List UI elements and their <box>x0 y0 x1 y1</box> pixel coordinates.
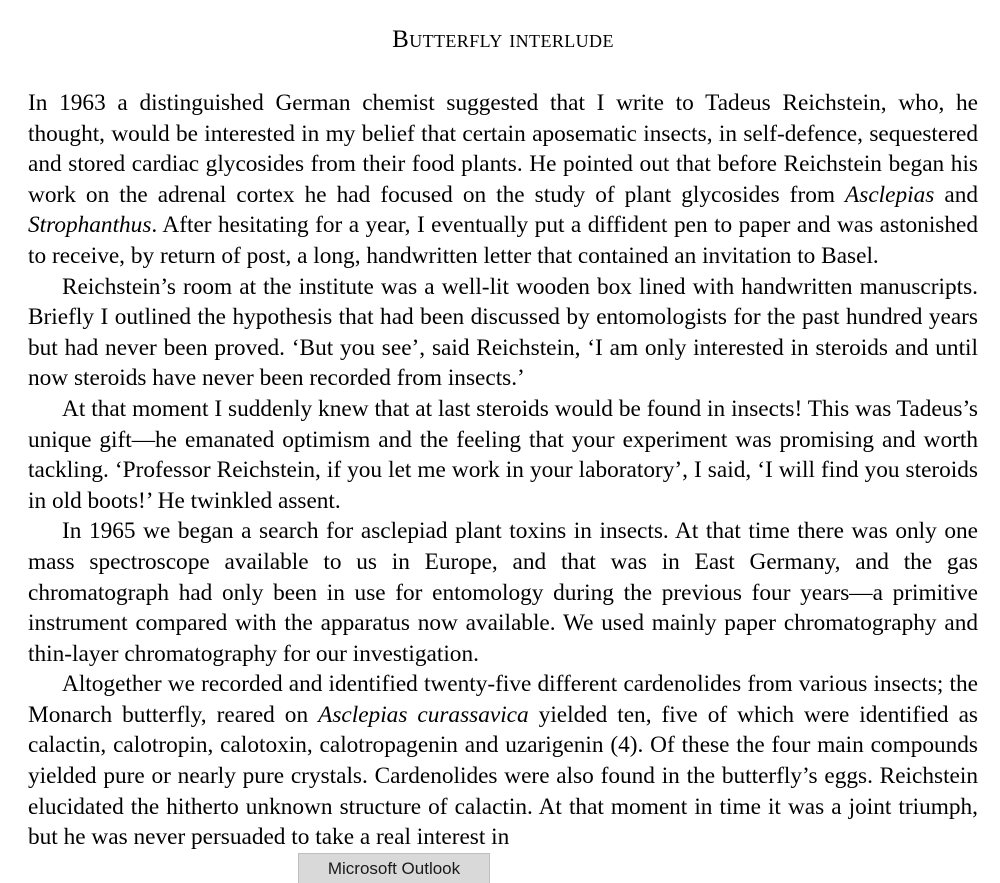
text-run: Reichstein’s room at the institute was a well-lit wooden box lined with handwritten manuscripts. Briefly I outlined the hypothesis that had been discussed by entomologists for the past hundred years but had never been proved. ‘But you see’, said Reichstein, ‘I am only interested in steroids and until now steroids have never been recorded from insects.’ <box>28 273 978 392</box>
body-paragraph <box>28 88 978 272</box>
body-paragraph <box>28 272 978 394</box>
italic-term: Strophanthus <box>28 212 152 239</box>
page-title: Butterfly interlude <box>392 26 614 53</box>
taskbar-tooltip-microsoft-outlook[interactable] <box>298 853 490 883</box>
text-run: and <box>934 181 978 208</box>
body-paragraph <box>28 394 978 516</box>
text-run: In 1965 we began a search for asclepiad plant toxins in insects. At that time there was only one mass spectroscope available to us in Europe, and that was in East Germany, and the gas chromatograph had only been in use for entomology during the previous four years—a primitive instrument compared with the apparatus now available. We used mainly paper chromatography and thin-layer chromatography for our investigation. <box>28 518 978 667</box>
text-run: Altogether we recorded and identified twenty-five different cardenolides from various insects; the Monarch butterfly, reared on <box>28 671 978 728</box>
body-paragraph <box>28 516 978 669</box>
document-body <box>28 88 978 853</box>
italic-term: Asclepias curassavica <box>318 701 529 728</box>
taskbar-tooltip-label: Microsoft Outlook <box>327 858 461 878</box>
italic-term: Asclepias <box>845 181 935 208</box>
text-run: At that moment I suddenly knew that at last steroids would be found in insects! This was Tadeus’s unique gift—he emanated optimism and the feeling that your experiment was promising and worth tackling. ‘Professor Reichstein, if you let me work in your laboratory’, I said, ‘I will find you steroids in old boots!’ He twinkled assent. <box>28 395 978 514</box>
text-run: . After hesitating for a year, I eventually put a diffident pen to paper and was astonished to receive, by return of post, a long, handwritten letter that contained an invitation to Basel. <box>28 212 978 269</box>
text-run: In 1963 a distinguished German chemist suggested that I write to Tadeus Reichstein, who, he thought, would be interested in my belief that certain aposematic insects, in self-defence, sequestered and stored cardiac glycosides from their food plants. He pointed out that before Reichstein began his work on the adrenal cortex he had focused on the study of plant glycosides from <box>28 90 978 208</box>
body-paragraph <box>28 669 978 853</box>
text-run: yielded ten, five of which were identified as calactin, calotropin, calotoxin, calotropagenin and uzarigenin (4). Of these the four main compounds yielded pure or nearly pure crystals. Cardenolides were also found in the butterfly’s eggs. Reichstein elucidated the hitherto unknown structure of calactin. At that moment in time it was a joint triumph, but he was never persuaded to take a real interest in <box>28 701 978 851</box>
